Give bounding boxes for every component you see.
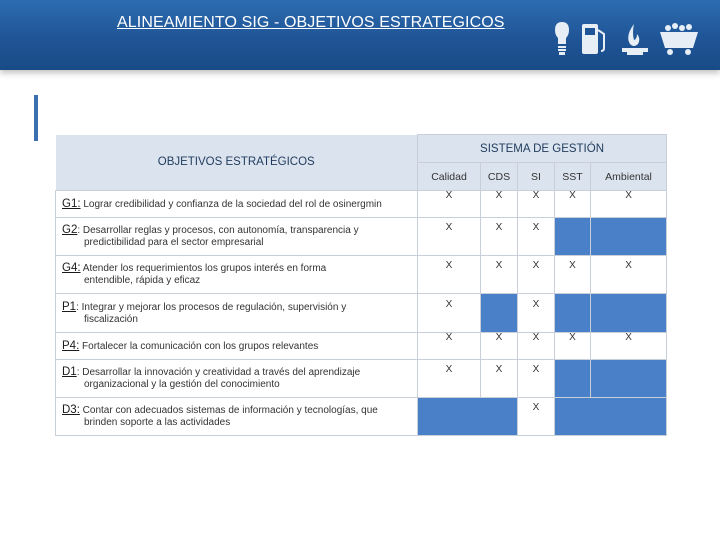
objective-text: : Integrar y mejorar los procesos de regulación, supervisión y	[76, 301, 347, 313]
system-header: SISTEMA DE GESTIÓN	[418, 135, 667, 163]
objective-text-cont: fiscalización	[84, 313, 138, 325]
alignment-table	[55, 134, 667, 436]
mark-cell: X	[518, 218, 555, 256]
mark-cell: X	[591, 256, 667, 294]
mark-cell: X	[555, 191, 591, 218]
objective-cell	[56, 398, 418, 436]
objective-text-cont: organizacional y la gestión del conocimiento	[84, 379, 280, 390]
objective-cell	[56, 218, 418, 256]
objective-text-cont: brinden soporte a las actividades	[84, 417, 231, 428]
mark-cell-filled	[555, 294, 591, 333]
title-banner	[0, 0, 720, 70]
objective-cell	[56, 333, 418, 360]
mining-cart-icon	[660, 23, 698, 55]
mark-cell: X	[481, 191, 518, 218]
mark-cell: X	[518, 398, 555, 436]
mark-cell: X	[591, 333, 667, 360]
mark-cell-filled	[591, 360, 667, 398]
objective-cell	[56, 360, 418, 398]
mark-cell-filled	[418, 398, 518, 436]
table-row	[56, 191, 667, 218]
fuel-pump-icon	[582, 24, 604, 54]
table-row	[56, 333, 667, 360]
column-header: CDS	[481, 163, 518, 191]
mark-cell: X	[418, 333, 481, 360]
mark-cell: X	[555, 333, 591, 360]
mark-cell: X	[518, 191, 555, 218]
objective-text: Atender los requerimientos los grupos interés en forma	[80, 263, 327, 274]
objective-text: : Desarrollar reglas y procesos, con autonomía, transparencia y	[77, 225, 359, 236]
mark-cell: X	[555, 256, 591, 294]
objective-cell	[56, 294, 418, 333]
column-header: SI	[518, 163, 555, 191]
objectives-header: OBJETIVOS ESTRATÉGICOS	[56, 135, 418, 191]
column-header: Calidad	[418, 163, 481, 191]
objective-text: Fortalecer la comunicación con los grupos relevantes	[79, 340, 319, 352]
mark-cell-filled	[555, 218, 591, 256]
mark-cell-filled	[555, 398, 667, 436]
table-row	[56, 294, 667, 333]
column-header: Ambiental	[591, 163, 667, 191]
objective-code: P4:	[62, 339, 80, 352]
objective-code: G4:	[62, 262, 81, 274]
column-header: SST	[555, 163, 591, 191]
objective-code: P1	[62, 300, 77, 313]
objective-text-cont: entendible, rápida y eficaz	[84, 275, 201, 286]
objective-text-cont: predictibilidad para el sector empresarial	[84, 237, 264, 248]
mark-cell: X	[418, 360, 481, 398]
mark-cell: X	[481, 333, 518, 360]
mark-cell: X	[518, 256, 555, 294]
table-row	[56, 360, 667, 398]
objective-cell	[56, 191, 418, 218]
sector-icons	[552, 18, 702, 58]
gas-flame-icon	[622, 24, 648, 55]
mark-cell: X	[591, 191, 667, 218]
accent-bar	[34, 95, 38, 141]
objective-code: D1	[62, 366, 77, 378]
objective-code: D3:	[62, 404, 80, 416]
page-title: ALINEAMIENTO SIG - OBJETIVOS ESTRATEGICOS	[117, 14, 505, 31]
mark-cell-filled	[555, 360, 591, 398]
mark-cell: X	[418, 218, 481, 256]
mark-cell: X	[518, 360, 555, 398]
mark-cell: X	[481, 360, 518, 398]
mark-cell: X	[518, 333, 555, 360]
mark-cell: X	[518, 294, 555, 333]
objective-text: Lograr credibilidad y confianza de la sociedad del rol de osinergmin	[80, 198, 382, 210]
objective-code: G2	[62, 224, 78, 236]
objective-cell	[56, 256, 418, 294]
mark-cell-filled	[481, 294, 518, 333]
table-row	[56, 398, 667, 436]
table-row	[56, 218, 667, 256]
objective-text: : Desarrollar la innovación y creatividad a través del aprendizaje	[76, 367, 361, 378]
mark-cell-filled	[591, 294, 667, 333]
mark-cell: X	[418, 294, 481, 333]
mark-cell: X	[418, 191, 481, 218]
mark-cell: X	[481, 218, 518, 256]
objective-code: G1:	[62, 197, 81, 210]
table-row	[56, 256, 667, 294]
light-bulb-icon	[555, 22, 569, 55]
mark-cell: X	[481, 256, 518, 294]
mark-cell-filled	[591, 218, 667, 256]
mark-cell: X	[418, 256, 481, 294]
objective-text: Contar con adecuados sistemas de información y tecnologías, que	[79, 405, 378, 416]
